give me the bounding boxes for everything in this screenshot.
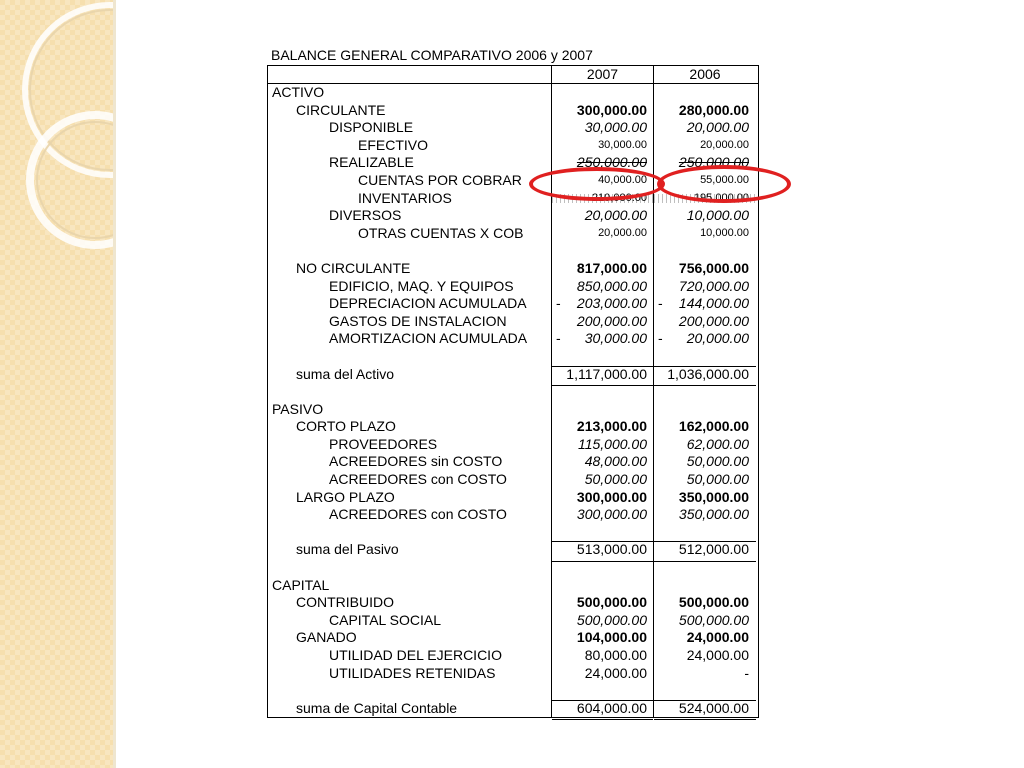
cell-value: 162,000.00 xyxy=(678,418,749,435)
table-row xyxy=(268,577,758,595)
table-row xyxy=(268,647,758,665)
row-label: GASTOS DE INSTALACION xyxy=(268,313,552,331)
value-2006 xyxy=(654,102,756,120)
cell-value: 20,000.00 xyxy=(686,330,749,347)
cell-value: 250,000.00 xyxy=(576,154,647,171)
value-2006 xyxy=(654,418,756,436)
value-2006 xyxy=(654,190,756,208)
cell-value: 200,000.00 xyxy=(576,312,647,329)
column-header-2007: 2007 xyxy=(552,66,654,83)
header-label-cell xyxy=(268,66,552,83)
value-2007 xyxy=(552,137,654,155)
value-2006 xyxy=(654,330,756,348)
cell-value: - xyxy=(744,664,749,681)
table-header-row xyxy=(268,66,758,84)
table-row xyxy=(268,594,758,612)
value-2006 xyxy=(654,489,756,507)
value-2006 xyxy=(654,559,756,577)
value-2007 xyxy=(552,207,654,225)
cell-value: 104,000.00 xyxy=(576,629,647,646)
table-row xyxy=(268,102,758,120)
value-2006 xyxy=(654,612,756,630)
value-2006 xyxy=(654,207,756,225)
row-label: CORTO PLAZO xyxy=(268,418,552,436)
row-label: suma del Activo xyxy=(268,366,552,384)
row-label: UTILIDADES RETENIDAS xyxy=(268,665,552,683)
sheet-title: BALANCE GENERAL COMPARATIVO 2006 y 2007 xyxy=(271,47,593,63)
cell-value: 30,000.00 xyxy=(598,138,647,151)
cell-value: 1,036,000.00 xyxy=(667,365,749,382)
row-label xyxy=(268,524,552,542)
row-label xyxy=(268,242,552,260)
cell-value: 62,000.00 xyxy=(686,435,749,452)
cell-value: 10,000.00 xyxy=(686,207,749,224)
value-2006 xyxy=(654,506,756,524)
strip-edge xyxy=(113,0,116,768)
table-row xyxy=(268,612,758,630)
cell-value: 195,000.00 xyxy=(693,191,749,204)
value-2007 xyxy=(552,225,654,243)
cell-value: 210,000.00 xyxy=(591,191,647,204)
value-2006 xyxy=(654,366,756,384)
value-2006 xyxy=(654,401,756,419)
cell-value: 500,000.00 xyxy=(576,594,647,611)
value-2006 xyxy=(654,594,756,612)
table-row xyxy=(268,348,758,366)
table-row xyxy=(268,401,758,419)
table-row xyxy=(268,700,758,718)
value-2006 xyxy=(654,383,756,401)
value-2007 xyxy=(552,682,654,700)
table-row xyxy=(268,541,758,559)
table-row xyxy=(268,489,758,507)
cell-value: 300,000.00 xyxy=(576,101,647,118)
cell-value: 80,000.00 xyxy=(584,647,647,663)
cell-value: 48,000.00 xyxy=(584,453,647,470)
value-2007 xyxy=(552,471,654,489)
value-2006 xyxy=(654,348,756,366)
value-2006 xyxy=(654,154,756,172)
cell-value: 50,000.00 xyxy=(584,471,647,488)
cell-value: 512,000.00 xyxy=(678,541,749,558)
value-2007 xyxy=(552,418,654,436)
row-label: NO CIRCULANTE xyxy=(268,260,552,278)
value-2006 xyxy=(654,647,756,665)
cell-value: 24,000.00 xyxy=(584,664,647,681)
cell-value: 55,000.00 xyxy=(700,173,749,186)
cell-value: 24,000.00 xyxy=(686,647,749,663)
balance-table xyxy=(267,65,759,718)
value-2006 xyxy=(654,577,756,595)
table-row xyxy=(268,383,758,401)
value-2007 xyxy=(552,366,654,384)
row-label: ACREEDORES con COSTO xyxy=(268,506,552,524)
row-label: DISPONIBLE xyxy=(268,119,552,137)
value-2006 xyxy=(654,629,756,647)
table-row xyxy=(268,84,758,102)
value-2006 xyxy=(654,242,756,260)
overdraw-mark xyxy=(552,191,653,204)
cell-value: 144,000.00 xyxy=(678,295,749,312)
cell-value: 1,117,000.00 xyxy=(566,365,647,382)
row-label: OTRAS CUENTAS X COB xyxy=(268,225,552,243)
value-2007 xyxy=(552,629,654,647)
cell-value: 350,000.00 xyxy=(678,488,749,505)
value-2007 xyxy=(552,84,654,102)
value-2007 xyxy=(552,506,654,524)
value-2007 xyxy=(552,348,654,366)
table-row xyxy=(268,278,758,296)
value-2006 xyxy=(654,260,756,278)
row-label: LARGO PLAZO xyxy=(268,489,552,507)
table-row xyxy=(268,172,758,190)
cell-value: 115,000.00 xyxy=(577,435,647,452)
cell-value: 300,000.00 xyxy=(576,506,647,523)
row-label: EDIFICIO, MAQ. Y EQUIPOS xyxy=(268,278,552,296)
cell-value: 30,000.00 xyxy=(584,330,647,347)
row-label: CUENTAS POR COBRAR xyxy=(268,172,552,190)
cell-value: 20,000.00 xyxy=(598,226,647,239)
row-label: AMORTIZACION ACUMULADA xyxy=(268,330,552,348)
value-2006 xyxy=(654,436,756,454)
value-2007 xyxy=(552,559,654,577)
value-2007 xyxy=(552,383,654,401)
value-2006 xyxy=(654,453,756,471)
table-row xyxy=(268,418,758,436)
row-label: DIVERSOS xyxy=(268,207,552,225)
table-row xyxy=(268,154,758,172)
row-label: INVENTARIOS xyxy=(268,190,552,208)
row-label xyxy=(268,682,552,700)
cell-value: 40,000.00 xyxy=(598,173,647,186)
row-label xyxy=(268,559,552,577)
row-label: CAPITAL xyxy=(268,577,552,595)
value-2006 xyxy=(654,172,756,190)
table-row xyxy=(268,137,758,155)
cell-value: 250,000.00 xyxy=(678,154,749,171)
value-2007 xyxy=(552,278,654,296)
value-2007 xyxy=(552,612,654,630)
table-row xyxy=(268,506,758,524)
row-label: PROVEEDORES xyxy=(268,436,552,454)
decorative-rings xyxy=(0,0,113,768)
value-2006 xyxy=(654,682,756,700)
value-2007 xyxy=(552,102,654,120)
row-label: ACREEDORES con COSTO xyxy=(268,471,552,489)
value-2006 xyxy=(654,665,756,683)
table-row xyxy=(268,471,758,489)
cell-value: 30,000.00 xyxy=(584,119,647,136)
cell-value: 280,000.00 xyxy=(678,101,749,118)
row-label: suma de Capital Contable xyxy=(268,700,552,718)
row-label: suma del Pasivo xyxy=(268,541,552,559)
column-header-2006: 2006 xyxy=(689,66,721,82)
cell-value: 213,000.00 xyxy=(576,418,647,435)
table-row xyxy=(268,295,758,313)
value-2006 xyxy=(654,541,756,559)
value-2007 xyxy=(552,242,654,260)
row-label: GANADO xyxy=(268,629,552,647)
value-2006 xyxy=(654,225,756,243)
cell-value: 850,000.00 xyxy=(576,277,647,294)
cell-value: 513,000.00 xyxy=(576,541,647,558)
row-label: CONTRIBUIDO xyxy=(268,594,552,612)
table-row xyxy=(268,313,758,331)
value-2007 xyxy=(552,577,654,595)
cell-value: 20,000.00 xyxy=(700,138,749,151)
table-row xyxy=(268,629,758,647)
negative-sign: - xyxy=(658,295,663,312)
cell-value: 203,000.00 xyxy=(576,295,647,312)
value-2007 xyxy=(552,647,654,665)
value-2007 xyxy=(552,295,654,313)
value-2007 xyxy=(552,541,654,559)
value-2006 xyxy=(654,313,756,331)
value-2006 xyxy=(654,137,756,155)
row-label: ACREEDORES sin COSTO xyxy=(268,453,552,471)
negative-sign: - xyxy=(658,330,663,347)
cell-value: 500,000.00 xyxy=(576,611,647,628)
value-2006 xyxy=(654,84,756,102)
value-2006 xyxy=(654,119,756,137)
table-row xyxy=(268,682,758,700)
row-label: CAPITAL SOCIAL xyxy=(268,612,552,630)
table-row xyxy=(268,225,758,243)
cell-value: 300,000.00 xyxy=(576,488,647,505)
value-2007 xyxy=(552,190,654,208)
table-row xyxy=(268,524,758,542)
value-2007 xyxy=(552,594,654,612)
value-2007 xyxy=(552,330,654,348)
value-2007 xyxy=(552,700,654,718)
cell-value: 50,000.00 xyxy=(686,453,749,470)
table-body xyxy=(268,84,758,717)
decorative-side-strip xyxy=(0,0,113,768)
table-row xyxy=(268,559,758,577)
value-2007 xyxy=(552,154,654,172)
cell-value: 720,000.00 xyxy=(678,277,749,294)
value-2006 xyxy=(654,471,756,489)
value-2007 xyxy=(552,436,654,454)
table-row xyxy=(268,242,758,260)
value-2006 xyxy=(654,524,756,542)
cell-value: 50,000.00 xyxy=(686,471,749,488)
table-row xyxy=(268,330,758,348)
value-2007 xyxy=(552,260,654,278)
row-label xyxy=(268,383,552,401)
table-row xyxy=(268,366,758,384)
value-2007 xyxy=(552,453,654,471)
value-2007 xyxy=(552,313,654,331)
value-2007 xyxy=(552,524,654,542)
value-2007 xyxy=(552,401,654,419)
row-label: ACTIVO xyxy=(268,84,552,102)
negative-sign: - xyxy=(556,295,561,312)
row-label: EFECTIVO xyxy=(268,137,552,155)
cell-value: 817,000.00 xyxy=(576,259,647,276)
value-2006 xyxy=(654,700,756,718)
cell-value: 10,000.00 xyxy=(700,226,749,239)
row-label xyxy=(268,348,552,366)
cell-value: 524,000.00 xyxy=(678,699,749,716)
cell-value: 350,000.00 xyxy=(678,506,749,523)
row-label: UTILIDAD DEL EJERCICIO xyxy=(268,647,552,665)
table-row xyxy=(268,453,758,471)
value-2007 xyxy=(552,119,654,137)
row-label: REALIZABLE xyxy=(268,154,552,172)
cell-value: 500,000.00 xyxy=(678,611,749,628)
row-label: PASIVO xyxy=(268,401,552,419)
table-row xyxy=(268,436,758,454)
overdraw-mark xyxy=(654,191,756,204)
value-2006 xyxy=(654,295,756,313)
balance-sheet xyxy=(267,46,759,718)
value-2007 xyxy=(552,172,654,190)
cell-value: 604,000.00 xyxy=(576,699,647,716)
cell-value: 20,000.00 xyxy=(686,119,749,136)
table-row xyxy=(268,207,758,225)
cell-value: 20,000.00 xyxy=(584,207,647,224)
value-2007 xyxy=(552,665,654,683)
negative-sign: - xyxy=(556,330,561,347)
table-row xyxy=(268,119,758,137)
cell-value: 200,000.00 xyxy=(678,312,749,329)
table-row xyxy=(268,190,758,208)
value-2007 xyxy=(552,489,654,507)
row-label: CIRCULANTE xyxy=(268,102,552,120)
cell-value: 24,000.00 xyxy=(686,629,749,646)
row-label: DEPRECIACION ACUMULADA xyxy=(268,295,552,313)
table-row xyxy=(268,665,758,683)
cell-value: 756,000.00 xyxy=(678,259,749,276)
value-2006 xyxy=(654,278,756,296)
table-row xyxy=(268,260,758,278)
cell-value: 500,000.00 xyxy=(678,594,749,611)
